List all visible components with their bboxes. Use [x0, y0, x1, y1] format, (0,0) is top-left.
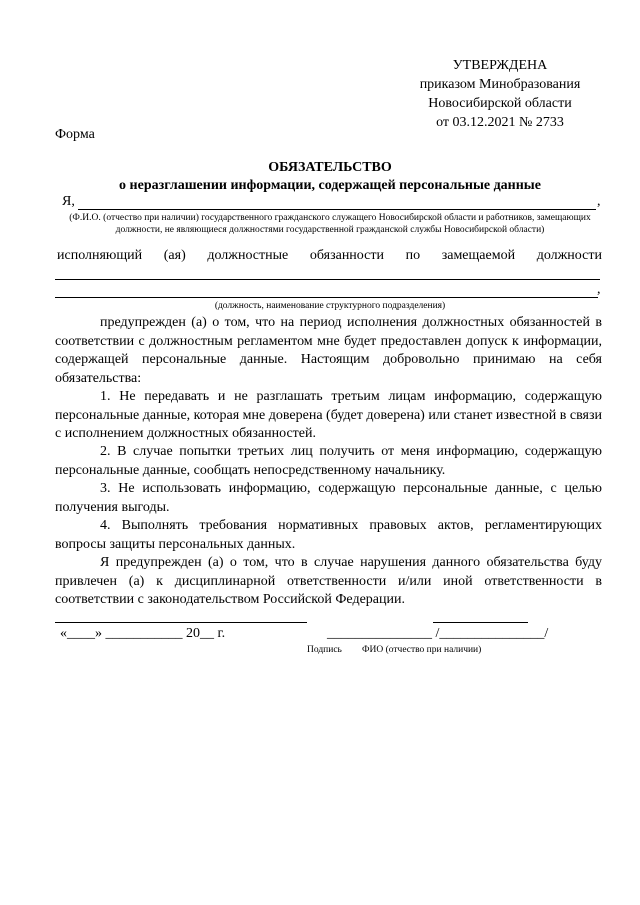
top-line-left[interactable]: [55, 622, 307, 623]
document-subtitle: о неразглашении информации, содержащей персональные данные: [119, 178, 541, 193]
position-input-line-1[interactable]: [55, 279, 600, 280]
paragraph-warning: Я предупрежден (а) о том, что в случае нарушения данного обязательства буду привлечен (а) к дисциплинарной ответственности и/или иной ответственности в соответствии с законодательством Российской Федерации.: [55, 555, 602, 607]
position-caption: (должность, наименование структурного подразделения): [214, 301, 446, 311]
approval-line-3: Новосибирской области: [428, 96, 572, 111]
word-1: исполняющий: [57, 248, 143, 263]
position-comma: ,: [597, 282, 601, 297]
approval-line-4: от 03.12.2021 № 2733: [436, 115, 564, 130]
word-3: должностные: [207, 248, 289, 263]
word-6: замещаемой: [441, 248, 516, 263]
position-input-line-2[interactable]: [55, 297, 598, 298]
paragraph-intro: предупрежден (а) о том, что на период исполнения должностных обязанностей в соответствии с должностным регламентом мне будет предоставлен допуск к информации, содержащей персональные данные. Настоящим добровольно принимаю на себя обязательства:: [55, 315, 602, 386]
word-7: должности: [536, 248, 602, 263]
fio-label: ФИО (отчество при наличии): [362, 645, 482, 655]
form-label: Форма: [55, 127, 95, 142]
date-line[interactable]: «____» ___________ 20__ г.: [60, 626, 226, 641]
word-4: обязанности: [309, 248, 384, 263]
top-line-right[interactable]: [433, 622, 528, 623]
fio-comma: ,: [597, 194, 601, 209]
sign-fio-line[interactable]: _______________ /_______________/: [327, 626, 549, 641]
fio-input-line[interactable]: [78, 209, 596, 210]
word-5: по: [405, 248, 421, 263]
paragraph-item-2: 2. В случае попытки третьих лиц получить от меня информацию, содержащую персональные данные, сообщать непосредственному начальнику.: [55, 444, 602, 478]
sign-label: Подпись: [307, 645, 342, 655]
word-2: (ая): [163, 248, 186, 263]
paragraph-item-1: 1. Не передавать и не разглашать третьим лицам информацию, содержащую персональные данные, которая мне доверена (будет доверена) или станет известной в связи с исполнением должностных обязанностей.: [55, 389, 602, 441]
fio-caption: (Ф.И.О. (отчество при наличии) государственного гражданского служащего Новосибирской области и работников, замещающих должности, не являющиеся должностями государственной гражданской службы Новосибирской области): [69, 213, 591, 235]
approval-block: [400, 56, 600, 132]
ispolnyayushchiy-line: [57, 248, 602, 264]
approval-line-1: УТВЕРЖДЕНА: [452, 58, 548, 73]
paragraph-item-3: 3. Не использовать информацию, содержащую персональные данные, с целью получения выгоды.: [55, 481, 602, 515]
approval-line-2: приказом Минобразования: [419, 77, 581, 92]
document-title: ОБЯЗАТЕЛЬСТВО: [268, 160, 392, 175]
paragraph-item-4: 4. Выполнять требования нормативных правовых актов, регламентирующих вопросы защиты персональных данных.: [55, 518, 602, 552]
ya-label: Я,: [62, 194, 75, 209]
